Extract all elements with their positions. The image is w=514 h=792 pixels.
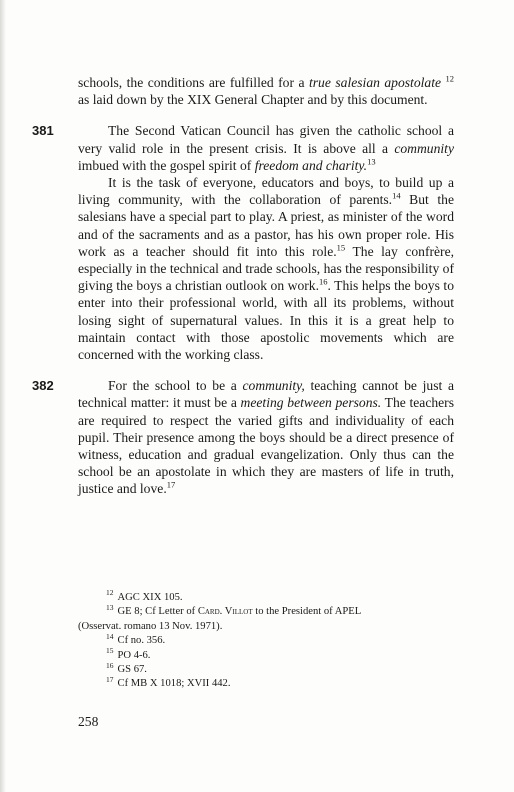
footnote-text: Cf MB X 1018; XVII 442.: [117, 678, 231, 690]
footnote-number: 17: [106, 674, 114, 684]
body-text: [32, 73, 455, 512]
footnote-13: [78, 602, 454, 619]
italic-run: community: [394, 140, 454, 156]
footnote-ref: 12: [445, 73, 454, 84]
footnote-ref: 13: [367, 156, 376, 167]
footnote-ref: 16: [319, 276, 328, 287]
footnote-text: GS 67.: [117, 664, 147, 676]
footnote-small-caps: Card. Villot: [197, 606, 253, 618]
text-run: But the salesians have a special part to play. A priest, as minister of the word and of the sacraments and as a pastor, has his own proper role. His work as a teacher should fit into this role.: [78, 192, 454, 259]
footnote-ref: 14: [392, 190, 401, 201]
footnote-number: 13: [106, 602, 114, 612]
footnote-13-continued: (Osservat. romano 13 Nov. 1971).: [78, 620, 223, 632]
italic-run: true salesian apostolate: [308, 75, 442, 90]
footnote-text: AGC XIX 105.: [117, 592, 183, 603]
footnote-number: 14: [106, 631, 114, 641]
text-run: The lay confrère, especially in the technical and trade schools, has the responsibility of giving the boys a christian outlook on work.: [78, 243, 454, 294]
footnote-text: GE 8; Cf Letter of: [117, 606, 198, 618]
footnote-text: Cf no. 356.: [117, 635, 166, 647]
footnote-text: to the President of APEL: [252, 606, 362, 618]
footnote-ref: 17: [166, 479, 176, 490]
italic-run: meeting between persons.: [240, 395, 382, 411]
page-edge-shadow: [0, 0, 6, 792]
footnote-number: 12: [106, 588, 114, 598]
intro-paragraph: [78, 74, 454, 108]
text-run: . This helps the boys to enter into their professional world, with all its problems, without losing sight of supernatural values. In this it is a great help to maintain contact with those apostolic movements which are concerned with the working class.: [78, 278, 454, 363]
section-382-para: [32, 377, 455, 497]
footnote-15: [78, 646, 454, 663]
text-run: It is the task of everyone, educators and boys, to build up a living community, with the collaboration of parents.: [78, 175, 454, 208]
text-run: For the school to be a: [108, 378, 243, 394]
footnotes: [78, 588, 454, 692]
footnote-number: 15: [106, 646, 114, 656]
footnote-text: PO 4-6.: [117, 649, 151, 661]
footnote-14: [78, 631, 454, 648]
text-run: as laid down by the XIX General Chapter and by this document.: [78, 92, 428, 108]
section-381-para-1: [32, 122, 454, 174]
section-381-para-2: [78, 174, 454, 363]
footnote-number: 16: [106, 660, 114, 670]
section-number-381: 381: [32, 123, 54, 139]
footnote-12: [78, 588, 454, 605]
text-run: schools, the conditions are fulfilled for a: [78, 75, 309, 90]
italic-run: community,: [242, 378, 305, 394]
footnote-16: [78, 660, 454, 677]
italic-run: freedom and charity.: [254, 157, 368, 173]
section-number-382: 382: [32, 378, 54, 394]
page-number: 258: [78, 714, 99, 729]
footnote-17: [78, 674, 454, 691]
text-run: imbued with the gospel spirit of: [78, 157, 255, 173]
footnote-ref: 15: [336, 242, 346, 253]
text-run: teaching cannot be just a technical matter: it must be a: [78, 378, 455, 411]
text-run: The teachers are required to respect the varied gifts and individuality of each pupil. Their presence among the boys should be a direct presence of witness, education and gradual evangelization. Only thus can the school be an apostolate in which they are masters of life in truth, justice and love.: [78, 395, 454, 497]
text-run: The Second Vatican Council has given the catholic school a very valid role in the present crisis. It is above all a: [78, 123, 454, 156]
